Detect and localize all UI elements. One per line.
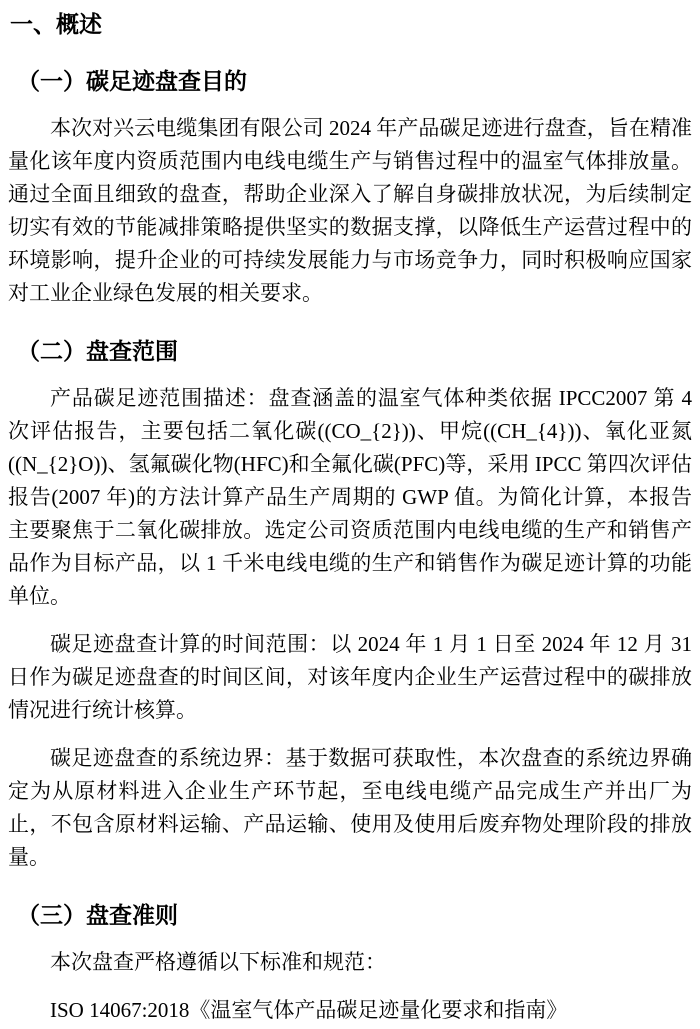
iso-standard-paragraph: ISO 14067:2018《温室气体产品碳足迹量化要求和指南》 (50, 998, 568, 1022)
system-boundary-paragraph: 碳足迹盘查的系统边界：基于数据可获取性，本次盘查的系统边界确定为从原材料进入企业生产环节起，至电线电缆产品完成生产并出厂为止，不包含原材料运输、产品运输、使用及使用后废弃物处理阶段的排放量。 (8, 746, 692, 869)
section-scope (8, 336, 692, 874)
section-scope-heading: （二）盘查范围 (17, 338, 178, 364)
chapter-heading: 一、概述 (10, 11, 102, 37)
report-page (8, 8, 692, 1027)
scope-description-paragraph: 产品碳足迹范围描述：盘查涵盖的温室气体种类依据 IPCC2007 第 4 次评估报告，主要包括二氧化碳((CO_{2}))、甲烷((CH_{4}))、氧化亚氮((N_{2}O))、氢氟碳化物(HFC)和全氟化碳(PFC)等，采用 IPCC 第四次评估报告(2007 年)的方法计算产品生产周期的 GWP 值。为简化计算，本报告主要聚焦于二氧化碳排放。选定公司资质范围内电线电缆的生产和销售产品作为目标产品，以 1 千米电线电缆的生产和销售作为碳足迹计算的功能单位。 (8, 386, 692, 608)
time-range-paragraph: 碳足迹盘查计算的时间范围：以 2024 年 1 月 1 日至 2024 年 12 月 31 日作为碳足迹盘查的时间区间，对该年度内企业生产运营过程中的碳排放情况进行统计核算。 (8, 632, 692, 722)
criteria-intro-paragraph: 本次盘查严格遵循以下标准和规范： (50, 950, 386, 974)
purpose-paragraph: 本次对兴云电缆集团有限公司 2024 年产品碳足迹进行盘查，旨在精准量化该年度内资质范围内电线电缆生产与销售过程中的温室气体排放量。通过全面且细致的盘查，帮助企业深入了解自身碳排放状况，为后续制定切实有效的节能减排策略提供坚实的数据支撑，以降低生产运营过程中的环境影响，提升企业的可持续发展能力与市场竞争力，同时积极响应国家对工业企业绿色发展的相关要求。 (8, 116, 692, 305)
section-purpose (8, 66, 692, 310)
section-criteria-heading: （三）盘查准则 (17, 902, 178, 928)
section-purpose-heading: （一）碳足迹盘查目的 (17, 68, 247, 94)
section-criteria (8, 900, 692, 1027)
